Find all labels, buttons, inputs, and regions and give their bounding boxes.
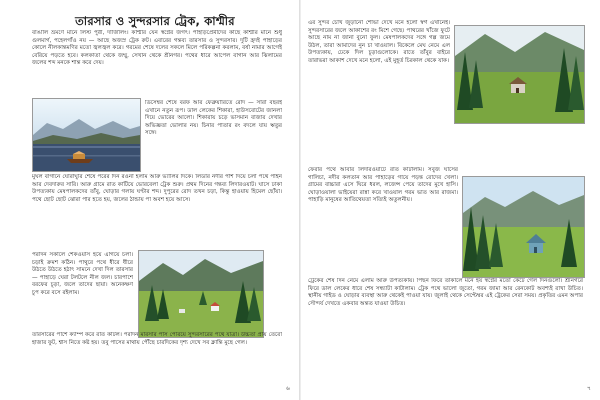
page-number: ৬ [286,385,290,392]
left-page [0,6,299,394]
top-paragraph: এর সুন্দর চোখ জুড়ানো শোভা দেখে মনে হলো স্বর্গ এখানেই। সুন্দরসারের জলে আকাশের রং মিশে গেছে। পাথরের খাঁজে ফুটে আছে নাম না জানা বুনো ফুল। মেষপালকদের সঙ্গে গল্প জমে উঠল, তারা আমাদের নুন চা খাওয়াল। বিকেলে মেঘ নেমে এল উপত্যকায়, ঢেকে দিল চূড়াগুলোকে। রাতে তাঁবুর বাইরে তারাভরা আকাশ দেখে মনে হলো, এই মুহূর্ত চিরকাল থেকে যাক। [308,20,450,64]
green-valley-with-cabin-image [462,176,585,278]
side-paragraph: ডিসেম্বর শেষে বরফ আর ফেব্রুয়ারিতে রোদ — সারা বছরই এখানে নতুন রূপ। ডাল লেকের শিকারা, হাউসবোটের জানলা দিয়ে ভোরের আলো। শিকারায় চড়ে ভাসমান বাজার দেখার অভিজ্ঞতা ভোলার নয়। চিনার পাতার রং বদলে যায় ঋতুর সঙ্গে। [145,100,282,137]
middle-paragraph-right [308,244,458,274]
article-title: তারসার ও সুন্দরসার ট্রেক, কাশ্মীর [75,14,235,28]
page-number-right: ৭ [587,385,591,392]
intro-paragraph: বাঙালি ভ্রমণে মানে লিস্ট পুরী, দার্জিলিং। কাশ্মীর যেন স্বপ্নের জগৎ। পাহাড়প্রেমীদের কাছে কাশ্মীর মানে শুধু গুলমার্গ, পহেলগাঁও নয় — আছে অজস্র ট্রেক রুট। এবারের গন্তব্য তারসার ও সুন্দরসার। দুটি হ্রদই পাহাড়ের কোলে নীলকান্তমণির মতো জ্বলজ্বল করে। গরমের শেষে দলের সকলে মিলে পরিকল্পনা করলাম, বর্ষা নামার আগেই বেরিয়ে পড়তে হবে। কলকাতা থেকে জম্মু, সেখান থেকে শ্রীনগর। পথের ধারে আপেল বাগান আর ঝিলামের জলের শব্দ মনকে শান্ত করে দেয়। [32,30,282,67]
right-page [301,6,600,394]
side-paragraph-right: ফেরার পথে আবার লিদারওয়াটে রাত কাটালাম। সবুজ ঘাসের গালিচা, নদীর কলতান আর পাহাড়ের গায়ে পড়ন্ত রোদের খেলা। গ্রামের বাচ্চারা এসে ঘিরে ধরল, লজেন্স পেয়ে তাদের মুখে হাসি। ঘোড়াওয়ালা ভাইয়েরা রান্না করে খাওয়াল গরম ভাত আর রাজমা। পাহাড়ি মানুষের আতিথেয়তা সত্যিই অতুলনীয়। [308,167,458,204]
hut-in-mountain-meadow-image [454,25,585,124]
middle-paragraph: মুঘল বাগানে ঘোরাঘুরি শেষে পরের দিন রওনা হলাম আরু ভ্যালির দিকে। লিডার নদীর পাশ দিয়ে চলা পথে পাইন আর দেবদারুর সারি। আরু গ্রামে রাত কাটিয়ে ভোরবেলা ট্রেক শুরু। প্রথম দিনের গন্তব্য লিদারওয়াট। ঘাসে ঢাকা উপত্যকায় মেষপালকদের তাঁবু, ঘোড়ার গলায় ঘণ্টার শব্দ। দুপুরের রোদ তখন চড়া, কিন্তু হাওয়ায় হিমেল ছোঁয়া। পথে ছোট ছোট ঝোরা পার হতে হয়, জলের ঠান্ডায় পা অবশ হয়ে আসে। [32,174,282,203]
summit-paragraph: পরদিন সকালে শেকওয়াস হয়ে এগিয়ে চলা। চড়াই ক্রমশ কঠিন। পাথুরে পথে ধীরে ধীরে উঠতে উঠতে হঠাৎ সামনে দেখা দিল তারসার — পাহাড়ে ঘেরা টলটলে নীল জল। চারপাশে বরফের চূড়া, জলে তাদের ছায়া। অনেকক্ষণ চুপ করে বসে রইলাম। [32,252,133,296]
bottom-paragraph-right: ট্রেকের শেষ দিন নেমে এলাম আরু উপত্যকায়। পিছন ফিরে তাকালে মনে হয় স্বপ্নের মতো কেটে গেল দিনগুলো। শ্রীনগরে ফিরে ডাল লেকের ধারে শেষ সন্ধ্যাটা কাটালাম। ট্রেক পথে ভালো জুতো, গরম জামা আর রেনকোট অবশ্যই রাখা উচিত। স্থানীয় গাইড ও ঘোড়ার ব্যবস্থা আরু থেকেই পাওয়া যায়। জুলাই থেকে সেপ্টেম্বর এই ট্রেকের সেরা সময়। প্রকৃতির এমন অপার সৌন্দর্য দেখতে একবার অন্তত যাওয়া উচিত। [308,278,583,307]
lake-with-shikara-image [32,98,141,172]
bottom-paragraph: তারসারের পাশে ক্যাম্প করে রাত কাটল। পরদিন মারসার পাস পেরিয়ে সুন্দরসারের পথে যাত্রা। উচ্চতা প্রায় তেরো হাজার ফুট, শ্বাস নিতে কষ্ট হয়। তবু পাসের মাথায় পৌঁছে চারদিকের দৃশ্য দেখে সব ক্লান্তি মুছে গেল। [32,332,282,346]
pine-meadow-valley-image [138,250,264,338]
